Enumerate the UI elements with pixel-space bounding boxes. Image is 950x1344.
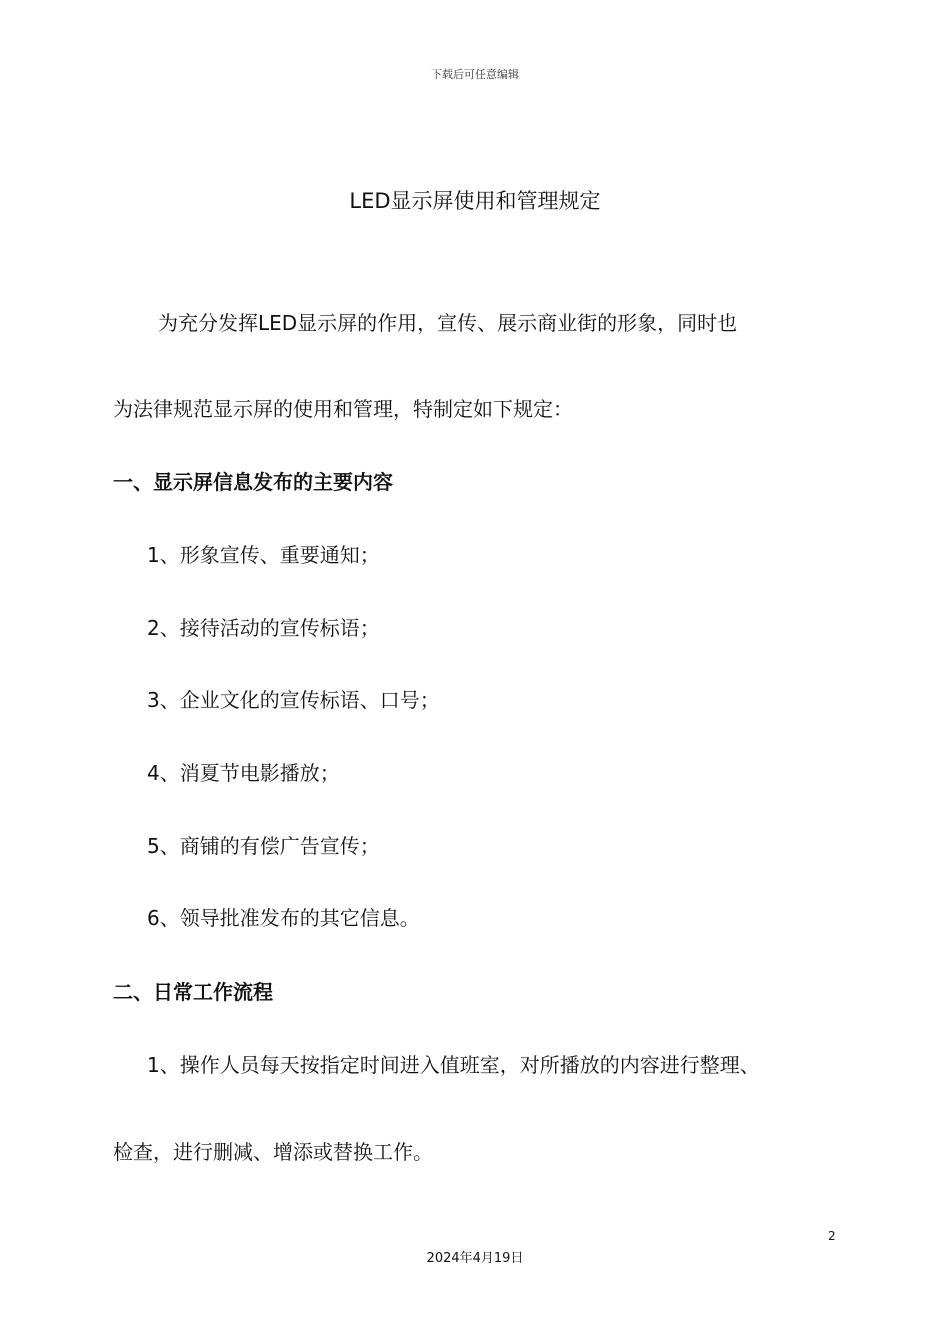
list-item: 6、领导批准发布的其它信息。	[147, 906, 420, 930]
document-title: LED显示屏使用和管理规定	[349, 189, 601, 213]
header-note: 下载后可任意编辑	[431, 68, 519, 81]
section-2-item-1-line-2: 检查，进行删减、增添或替换工作。	[113, 1140, 433, 1164]
list-item: 4、消夏节电影播放；	[147, 761, 340, 785]
section-2-heading: 二、日常工作流程	[113, 980, 273, 1004]
page-number: 2	[828, 1229, 836, 1243]
intro-line-1: 为充分发挥LED显示屏的作用，宣传、展示商业街的形象，同时也	[158, 311, 738, 335]
footer-date: 2024年4月19日	[426, 1251, 524, 1266]
section-1-heading: 一、显示屏信息发布的主要内容	[113, 470, 393, 494]
list-item: 5、商铺的有偿广告宣传；	[147, 834, 380, 858]
list-item: 3、企业文化的宣传标语、口号；	[147, 688, 440, 712]
list-item: 2、接待活动的宣传标语；	[147, 616, 380, 640]
intro-line-2: 为法律规范显示屏的使用和管理，特制定如下规定：	[113, 397, 573, 421]
section-2-item-1-line-1: 1、操作人员每天按指定时间进入值班室，对所播放的内容进行整理、	[147, 1053, 760, 1077]
list-item: 1、形象宣传、重要通知；	[147, 543, 380, 567]
